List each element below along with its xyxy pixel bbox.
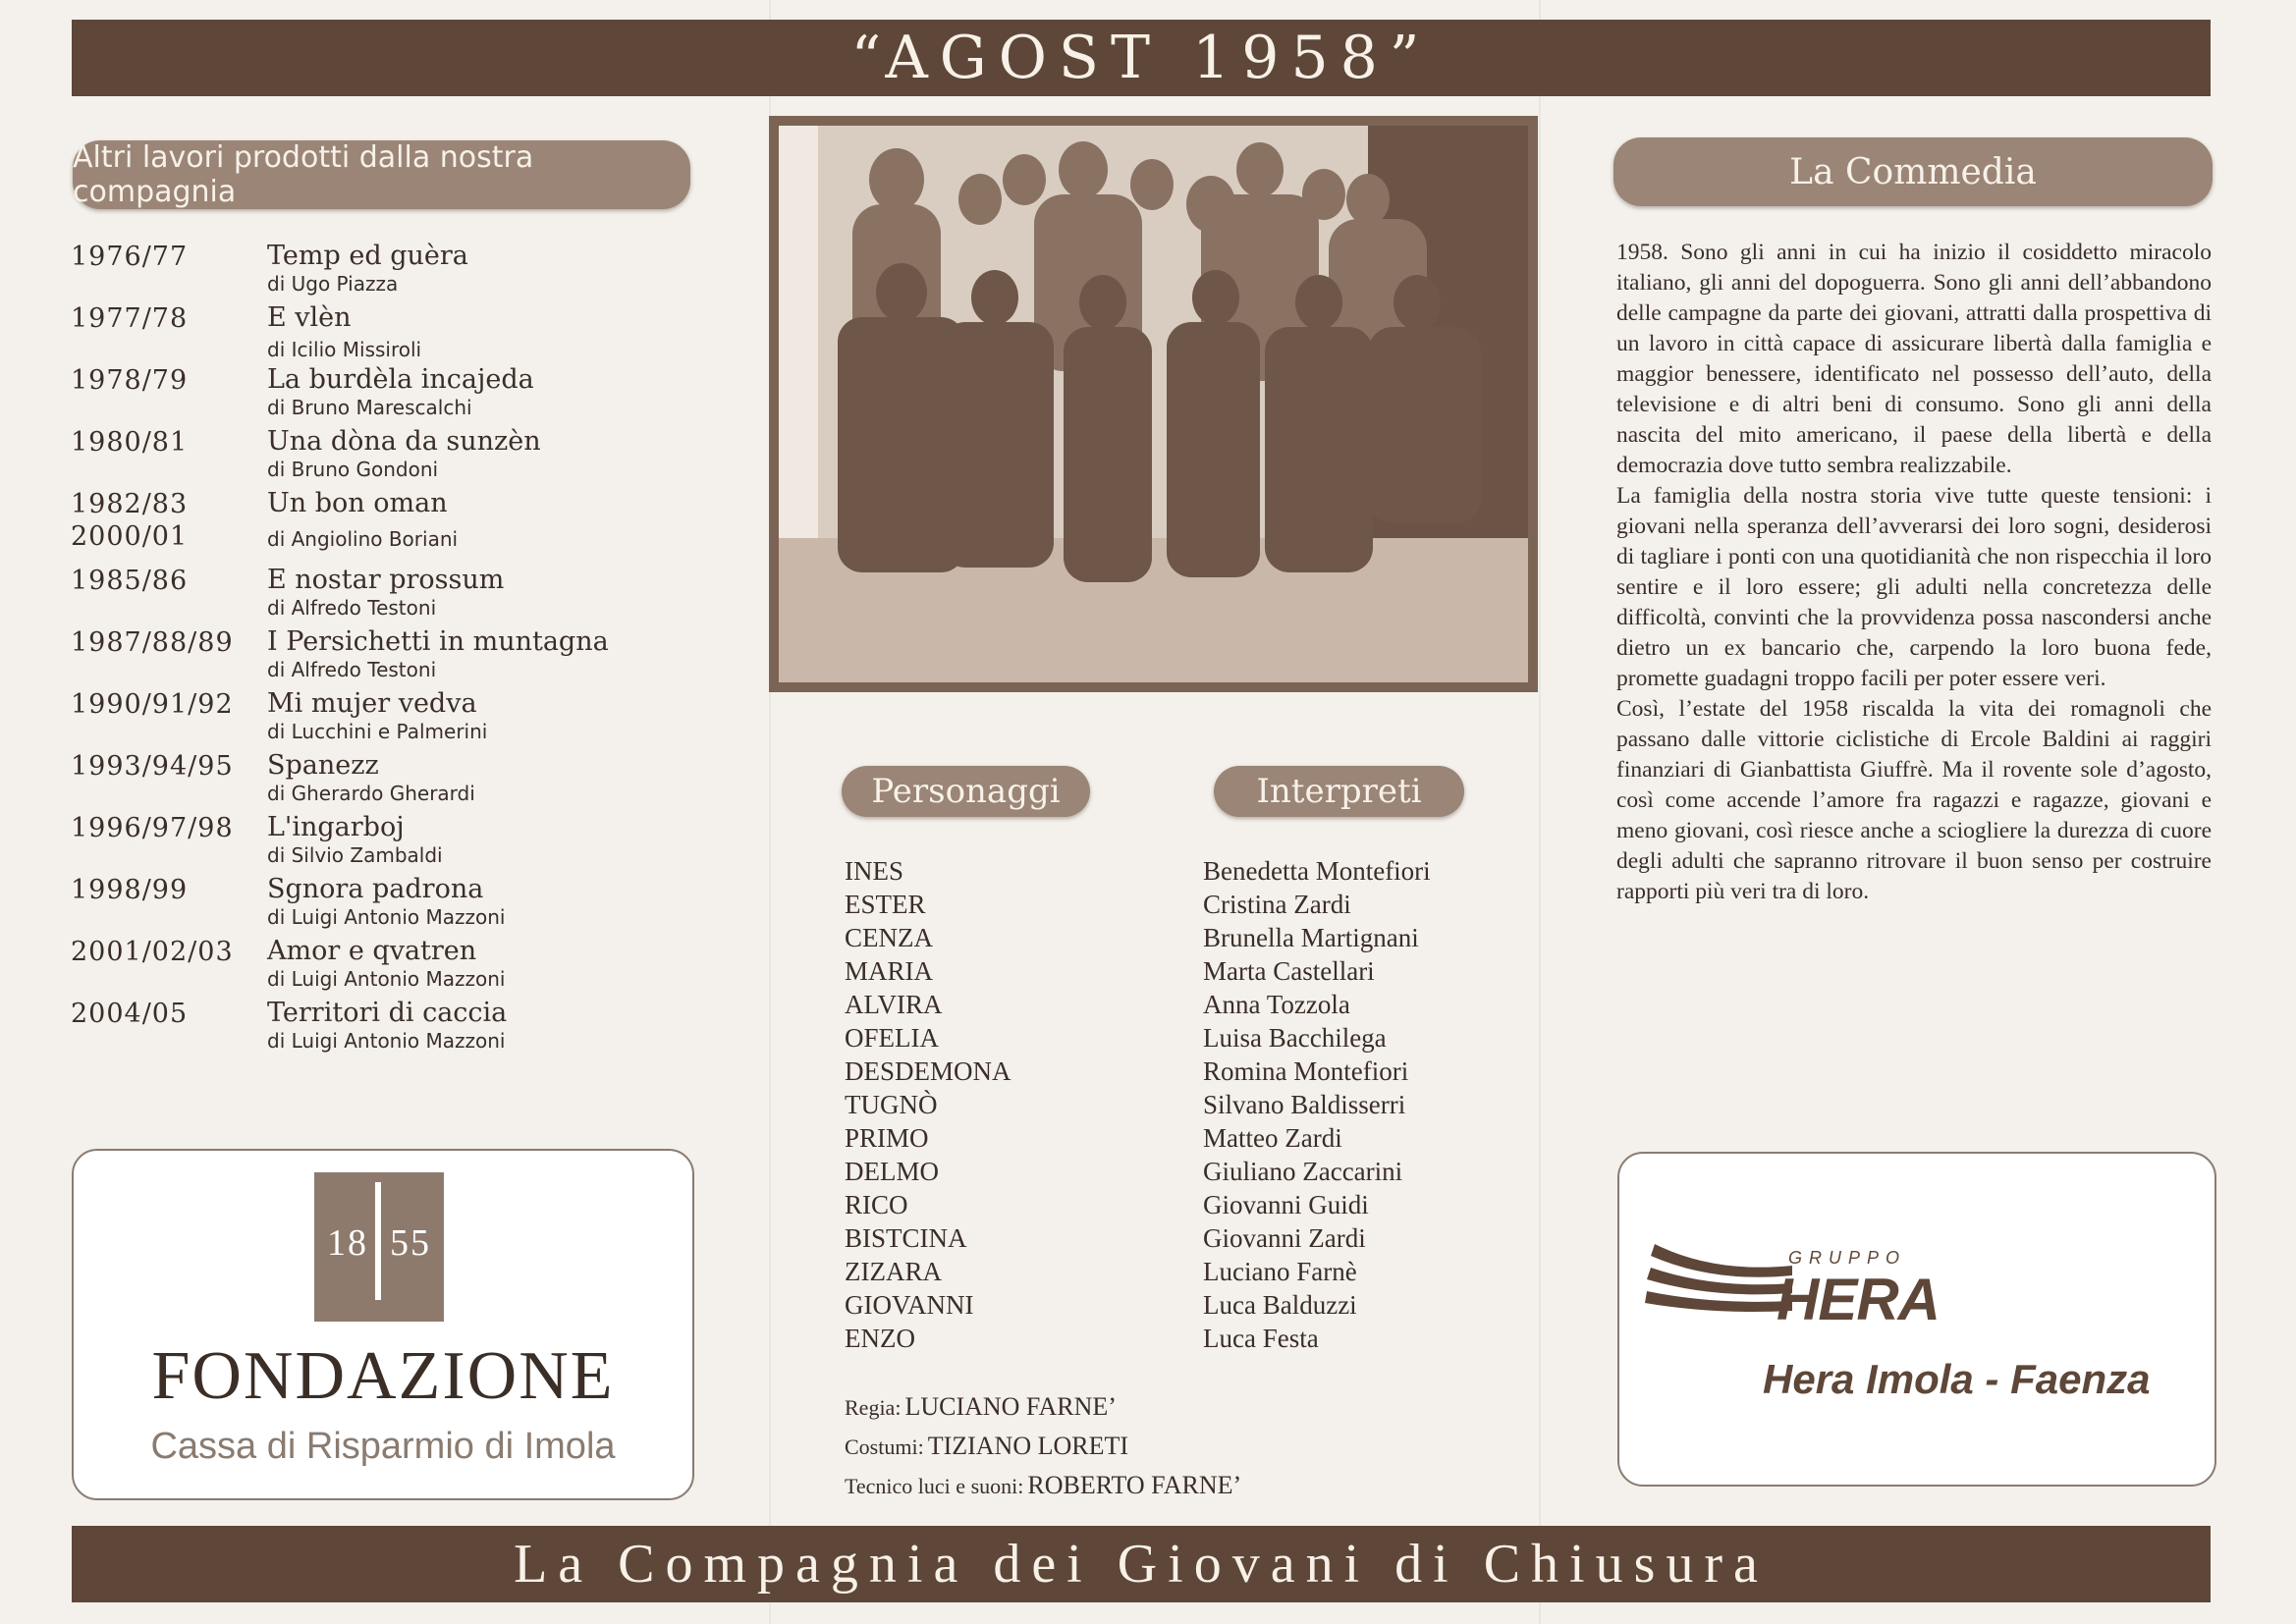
work-author: di Ugo Piazza [267,272,399,296]
work-author: di Luigi Antonio Mazzoni [267,967,506,991]
character-name: ZIZARA [845,1257,942,1286]
work-author: di Silvio Zambaldi [267,843,443,867]
work-title: Amor e qvatren [267,936,477,966]
work-year: 1990/91/92 [71,689,234,720]
commedia-heading: La Commedia [1613,137,2213,206]
credit-costumes: Costumi: TIZIANO LORETI [845,1432,1129,1460]
work-title: E vlèn [267,302,352,333]
list-item [71,565,680,626]
company-name: La Compagnia dei Giovani di Chiusura [514,1534,1769,1595]
header-band [72,20,2211,96]
actor-name: Anna Tozzola [1203,990,1350,1019]
story-text: 1958. Sono gli anni in cui ha inizio il cosiddetto miracolo italiano, gli anni del dopoguerra. Sono gli anni dell’abbandono delle campagne da parte dei giovani, attratti dalla prospettiva di un lavoro in città capace di assicurare libertà dalla famiglia e maggior benessere, identificato nel possesso dell’auto, della televisione e di altri beni di consumo. Sono gli anni della nascita del mito americano, il paese della libertà e della democrazia dove tutto sembra realizzabile. La famiglia della nostra storia vive tutte queste tensioni: i giovani nella speranza dell’avverarsi dei loro sogni, desiderosi di tagliare i ponti con una quotidianità che non rispecchia il loro sentire e il loro essere; gli adulti nella concretezza delle difficoltà, convinti che la provvidenza possa nascondersi anche dietro un ex bancario che, carpendo la loro buona fede, promette guadagni troppo facili per poter essere veri. Così, l’estate del 1958 riscalda la vita dei romagnoli che passano dalle vittorie ciclistiche di Ercole Baldini ai raggiri finanziari di Gianbattista Giuffrè. Ma il rovente sole d’agosto, così come accende l’amore fra ragazzi e ragazze, giovani e meno giovani, così riesce anche a sciogliere la durezza di cuore degli adulti che sapranno ritrovare il buon senso per costruire rapporti più veri tra di loro. [1616,240,2212,904]
actor-name: Silvano Baldisserri [1203,1090,1406,1119]
fondazione-logo [314,1172,444,1322]
characters-list [845,854,1011,1355]
character-name: BISTCINA [845,1223,967,1253]
list-item [71,874,680,936]
list-item [71,488,680,565]
work-author: di Luigi Antonio Mazzoni [267,905,506,929]
actor-name: Romina Montefiori [1203,1056,1409,1086]
work-year: 1985/86 [71,566,189,596]
work-year: 1998/99 [71,875,189,905]
work-title: I Persichetti in muntagna [267,626,609,657]
work-title: Spanezz [267,750,379,781]
work-year: 1987/88/89 [71,627,234,658]
work-author: di Angiolino Boriani [267,527,459,551]
character-name: CENZA [845,923,933,952]
other-works-heading: Altri lavori prodotti dalla nostra compagnia [73,140,690,209]
work-title: Una dòna da sunzèn [267,426,541,457]
group-photo-illustration [779,126,1528,682]
actor-name: Luca Balduzzi [1203,1290,1357,1320]
works-list [71,241,680,1059]
list-item [71,302,680,364]
sponsor-name: FONDAZIONE [151,1338,615,1414]
hera-logo-icon [1645,1244,1792,1323]
work-year: 1977/78 [71,303,189,334]
list-item [71,241,680,302]
character-name: OFELIA [845,1023,939,1053]
cast-photo [769,116,1538,692]
actor-name: Benedetta Montefiori [1203,856,1431,886]
list-item [71,936,680,998]
work-author: di Lucchini e Palmerini [267,720,488,743]
work-year: 1980/81 [71,427,189,458]
character-name: GIOVANNI [845,1290,974,1320]
work-year: 1982/83 2000/01 [71,489,189,552]
actor-name: Cristina Zardi [1203,890,1351,919]
actors-heading: Interpreti [1214,766,1464,817]
character-name: DELMO [845,1157,939,1186]
character-name: INES [845,856,903,886]
work-author: di Bruno Marescalchi [267,396,472,419]
work-year: 2001/02/03 [71,937,234,967]
actor-name: Luciano Farnè [1203,1257,1357,1286]
credits [845,1389,1241,1507]
show-title: “AGOST 1958” [850,24,1432,92]
work-year: 1993/94/95 [71,751,234,782]
actor-name: Giovanni Zardi [1203,1223,1366,1253]
work-title: E nostar prossum [267,565,505,595]
credit-technician: Tecnico luci e suoni: ROBERTO FARNE’ [845,1471,1242,1499]
logo-year: 18 55 [327,1222,431,1264]
work-year: 2004/05 [71,999,189,1029]
hera-group-label: GRUPPO [1788,1248,1907,1268]
list-item [71,812,680,874]
actor-name: Matteo Zardi [1203,1123,1342,1153]
character-name: RICO [845,1190,908,1219]
work-author: di Bruno Gondoni [267,458,439,481]
characters-heading: Personaggi [842,766,1090,817]
actor-name: Giuliano Zaccarini [1203,1157,1403,1186]
work-title: Un bon oman [267,488,448,518]
actor-name: Luisa Bacchilega [1203,1023,1387,1053]
character-name: DESDEMONA [845,1056,1011,1086]
character-name: ESTER [845,890,926,919]
work-year: 1996/97/98 [71,813,234,843]
credit-direction: Regia: LUCIANO FARNE’ [845,1392,1117,1421]
hera-sponsor-box [1617,1152,2216,1487]
sponsor-subtitle: Cassa di Risparmio di Imola [150,1426,616,1467]
work-author: di Icilio Missiroli [267,338,422,361]
work-author: di Luigi Antonio Mazzoni [267,1029,506,1053]
work-year: 1976/77 [71,242,189,272]
actor-name: Giovanni Guidi [1203,1190,1369,1219]
work-author: di Gherardo Gherardi [267,782,475,805]
fondazione-sponsor-box [72,1149,694,1500]
actors-list [1203,854,1431,1355]
character-name: ALVIRA [845,990,943,1019]
work-year: 1978/79 [71,365,189,396]
actor-name: Marta Castellari [1203,956,1375,986]
work-title: Temp ed guèra [267,241,468,271]
work-title: L'ingarboj [267,812,405,842]
work-title: Territori di caccia [267,998,508,1028]
list-item [71,688,680,750]
work-title: La burdèla incajeda [267,364,534,395]
work-title: Sgnora padrona [267,874,484,904]
hera-name: HERA [1777,1267,1941,1332]
character-name: MARIA [845,956,934,986]
work-author: di Alfredo Testoni [267,658,437,681]
footer-band [72,1526,2211,1602]
list-item [71,998,680,1059]
character-name: PRIMO [845,1123,929,1153]
work-title: Mi mujer vedva [267,688,477,719]
character-name: TUGNÒ [845,1090,938,1119]
list-item [71,426,680,488]
actor-name: Brunella Martignani [1203,923,1419,952]
character-name: ENZO [845,1324,915,1353]
work-author: di Alfredo Testoni [267,596,437,620]
hera-subtitle: Hera Imola - Faenza [1763,1356,2151,1402]
list-item [71,364,680,426]
actor-name: Luca Festa [1203,1324,1319,1353]
list-item [71,750,680,812]
list-item [71,626,680,688]
